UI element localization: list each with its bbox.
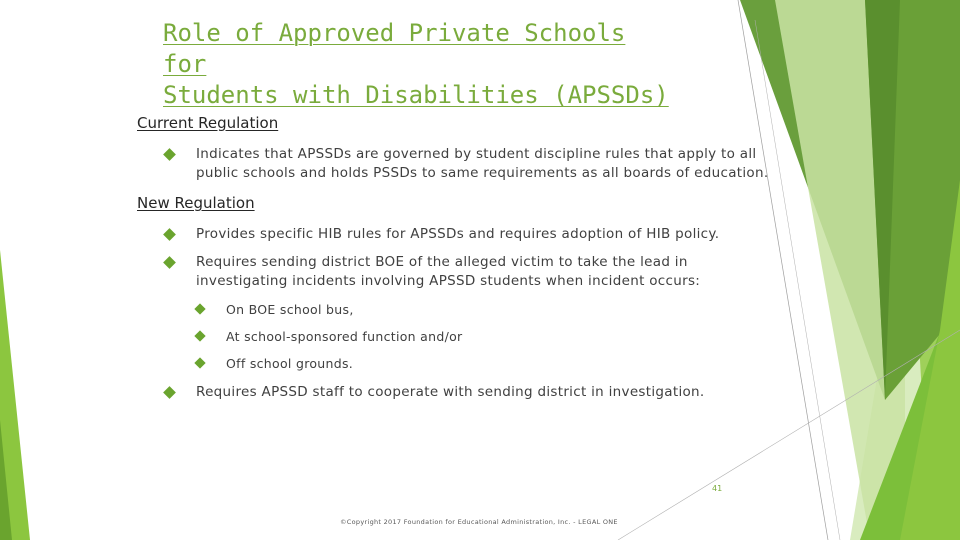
section-heading-current-regulation: Current Regulation bbox=[137, 114, 279, 132]
slide-title bbox=[163, 18, 683, 111]
slide-title-line-2: Students with Disabilities (APSSDs) bbox=[163, 81, 669, 109]
bullet-item bbox=[165, 145, 775, 183]
copyright-footer: ©Copyright 2017 Foundation for Educational Administration, Inc. - LEGAL ONE bbox=[340, 518, 618, 526]
sub-bullet-text: Off school grounds. bbox=[226, 356, 354, 371]
diamond-bullet-icon bbox=[163, 228, 176, 241]
bullet-item bbox=[165, 383, 775, 402]
bullet-item bbox=[165, 225, 775, 244]
section-heading-new-regulation: New Regulation bbox=[137, 194, 255, 212]
sub-bullet-item bbox=[196, 354, 736, 373]
sub-bullet-text: On BOE school bus, bbox=[226, 302, 354, 317]
sub-bullet-item bbox=[196, 300, 736, 319]
bullet-text: Indicates that APSSDs are governed by student discipline rules that apply to all public schools and holds PSSDs to same requirements as all boards of education. bbox=[196, 146, 769, 181]
sub-bullet-item bbox=[196, 327, 736, 346]
sub-bullet-text: At school-sponsored function and/or bbox=[226, 329, 463, 344]
diamond-bullet-icon bbox=[194, 357, 205, 368]
bullet-item bbox=[165, 253, 725, 291]
bullet-text: Requires sending district BOE of the alleged victim to take the lead in investigating incidents involving APSSD students when incident occurs: bbox=[196, 254, 701, 289]
slide-title-line-1: Role of Approved Private Schools for bbox=[163, 19, 626, 78]
page-number: 41 bbox=[712, 484, 723, 493]
bullet-text: Requires APSSD staff to cooperate with sending district in investigation. bbox=[196, 384, 705, 400]
diamond-bullet-icon bbox=[163, 256, 176, 269]
diamond-bullet-icon bbox=[194, 330, 205, 341]
bullet-text: Provides specific HIB rules for APSSDs and requires adoption of HIB policy. bbox=[196, 226, 720, 242]
diamond-bullet-icon bbox=[163, 148, 176, 161]
diamond-bullet-icon bbox=[163, 386, 176, 399]
diamond-bullet-icon bbox=[194, 303, 205, 314]
